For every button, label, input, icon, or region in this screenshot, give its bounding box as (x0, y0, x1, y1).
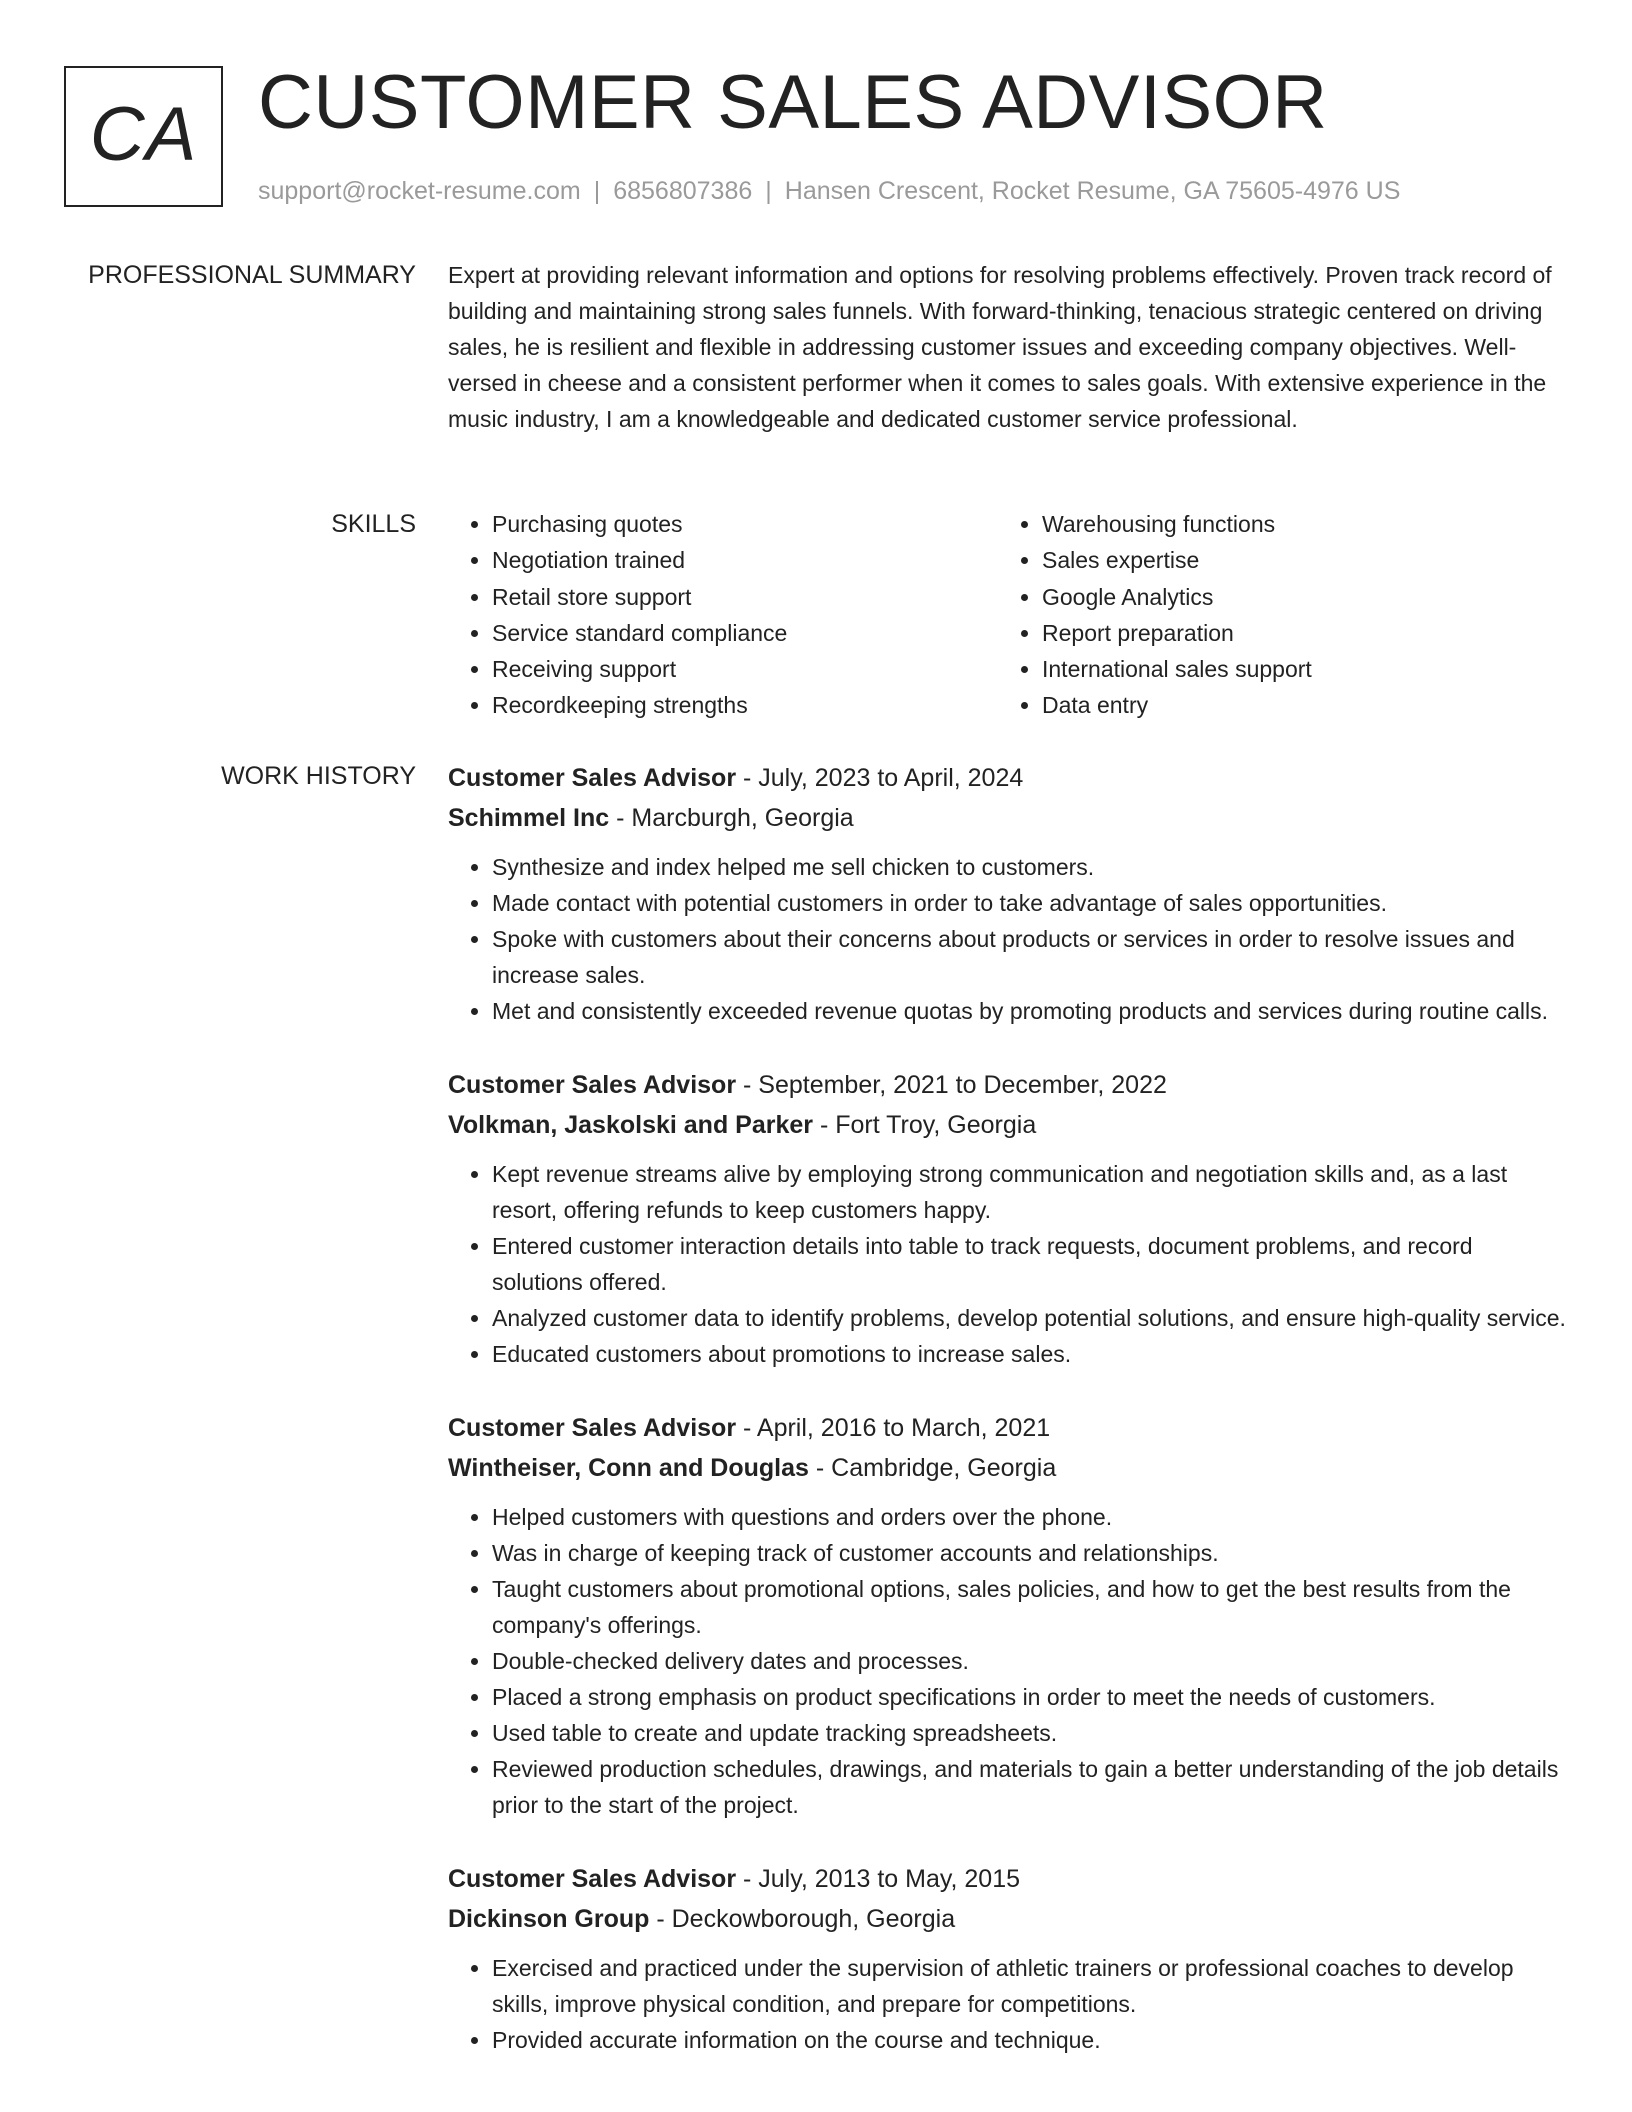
skill-item: • Warehousing functions (1042, 506, 1548, 542)
job-bullet: • Used table to create and update tracking spreadsheets. (492, 1715, 1568, 1751)
job-bullet: • Exercised and practiced under the supervision of athletic trainers or professional coaches to develop skills, improve physical condition, and prepare for competitions. (492, 1950, 1568, 2022)
job-company: Schimmel Inc (448, 804, 610, 832)
resume-title: CUSTOMER SALES ADVISOR (258, 60, 1328, 145)
job-location: - Deckowborough, Georgia (649, 1905, 956, 1933)
skill-item: • Retail store support (492, 579, 998, 615)
job-bullet: • Reviewed production schedules, drawings, and materials to gain a better understanding of the job details prior to the start of the project. (492, 1751, 1568, 1823)
contact-line (258, 174, 1400, 208)
job-location: - Fort Troy, Georgia (813, 1111, 1037, 1139)
job-bullets (448, 1950, 1568, 2058)
job-bullet: • Provided accurate information on the course and technique. (492, 2022, 1568, 2058)
job-company-line (448, 1899, 1568, 1939)
contact-separator: | (765, 177, 772, 205)
job-location: - Cambridge, Georgia (808, 1454, 1057, 1482)
job-entry (448, 1408, 1568, 1823)
job-bullets (448, 849, 1568, 1029)
job-company: Wintheiser, Conn and Douglas (448, 1454, 809, 1482)
skill-item: • Service standard compliance (492, 615, 998, 651)
job-bullet: • Met and consistently exceeded revenue quotas by promoting products and services during routine calls. (492, 993, 1568, 1029)
job-company: Dickinson Group (448, 1905, 650, 1933)
job-bullet: • Entered customer interaction details into table to track requests, document problems, and record solutions offered. (492, 1228, 1568, 1300)
job-company-line (448, 1448, 1568, 1488)
job-company: Volkman, Jaskolski and Parker (448, 1111, 814, 1139)
job-bullets (448, 1499, 1568, 1823)
job-bullets (448, 1156, 1568, 1372)
job-company-line (448, 798, 1568, 838)
work-history-heading: WORK HISTORY (221, 762, 416, 790)
skill-item: • Receiving support (492, 651, 998, 687)
job-bullet: • Synthesize and index helped me sell chicken to customers. (492, 849, 1568, 885)
job-entry (448, 1065, 1568, 1372)
contact-phone: 6856807386 (613, 177, 753, 205)
skill-item: • Data entry (1042, 687, 1548, 723)
job-location: - Marcburgh, Georgia (609, 804, 854, 832)
contact-address: Hansen Crescent, Rocket Resume, GA 75605-4976 US (784, 177, 1401, 205)
job-bullet: • Analyzed customer data to identify problems, develop potential solutions, and ensure high-quality service. (492, 1300, 1568, 1336)
skills-body (448, 506, 1568, 724)
skills-list-left (448, 506, 998, 724)
job-bullet: • Taught customers about promotional options, sales policies, and how to get the best results from the company's offerings. (492, 1571, 1568, 1643)
monogram-initials: CA (89, 92, 198, 177)
skill-item: • Google Analytics (1042, 579, 1548, 615)
summary-heading: PROFESSIONAL SUMMARY (88, 261, 416, 289)
job-title-line (448, 1408, 1568, 1448)
job-title-line (448, 758, 1568, 798)
skills-list-right (998, 506, 1548, 724)
skill-item: • Report preparation (1042, 615, 1548, 651)
job-bullet: • Educated customers about promotions to increase sales. (492, 1336, 1568, 1372)
job-title-line (448, 1859, 1568, 1899)
monogram-box (64, 66, 223, 207)
job-dates: - September, 2021 to December, 2022 (736, 1071, 1167, 1099)
job-bullet: • Made contact with potential customers in order to take advantage of sales opportunities. (492, 885, 1568, 921)
job-bullet: • Double-checked delivery dates and processes. (492, 1643, 1568, 1679)
job-role: Customer Sales Advisor (448, 1414, 737, 1442)
job-bullet: • Helped customers with questions and orders over the phone. (492, 1499, 1568, 1535)
skills-heading: SKILLS (331, 510, 416, 538)
job-entry (448, 758, 1568, 1029)
job-title-line (448, 1065, 1568, 1105)
job-bullet: • Was in charge of keeping track of customer accounts and relationships. (492, 1535, 1568, 1571)
job-entry (448, 1859, 1568, 2058)
skills-columns (448, 506, 1568, 724)
skill-item: • Purchasing quotes (492, 506, 998, 542)
job-company-line (448, 1105, 1568, 1145)
summary-text: Expert at providing relevant information and options for resolving problems effectively. Proven track record of building and maintaining strong sales funnels. With forward-thinking, tenacious strategic centered on driving sales, he is resilient and flexible in addressing customer issues and exceeding company objectives. Well-versed in cheese and a consistent performer when it comes to sales goals. With extensive experience in the music industry, I am a knowledgeable and dedicated customer service professional. (448, 262, 1552, 432)
skill-item: • International sales support (1042, 651, 1548, 687)
skill-item: • Sales expertise (1042, 542, 1548, 578)
job-bullet: • Placed a strong emphasis on product specifications in order to meet the needs of customers. (492, 1679, 1568, 1715)
contact-separator: | (593, 177, 601, 205)
work-history-body (448, 758, 1568, 2094)
job-dates: - April, 2016 to March, 2021 (736, 1414, 1051, 1442)
skill-item: • Negotiation trained (492, 542, 998, 578)
skill-item: • Recordkeeping strengths (492, 687, 998, 723)
summary-body (448, 257, 1568, 437)
contact-email: support@rocket-resume.com (258, 177, 581, 205)
job-bullet: • Spoke with customers about their concerns about products or services in order to resolve issues and increase sales. (492, 921, 1568, 993)
job-bullet: • Kept revenue streams alive by employing strong communication and negotiation skills and, as a last resort, offering refunds to keep customers happy. (492, 1156, 1568, 1228)
job-role: Customer Sales Advisor (448, 1071, 737, 1099)
job-role: Customer Sales Advisor (448, 1865, 737, 1893)
job-role: Customer Sales Advisor (448, 764, 737, 792)
job-dates: - July, 2013 to May, 2015 (736, 1865, 1021, 1893)
job-dates: - July, 2023 to April, 2024 (736, 764, 1024, 792)
